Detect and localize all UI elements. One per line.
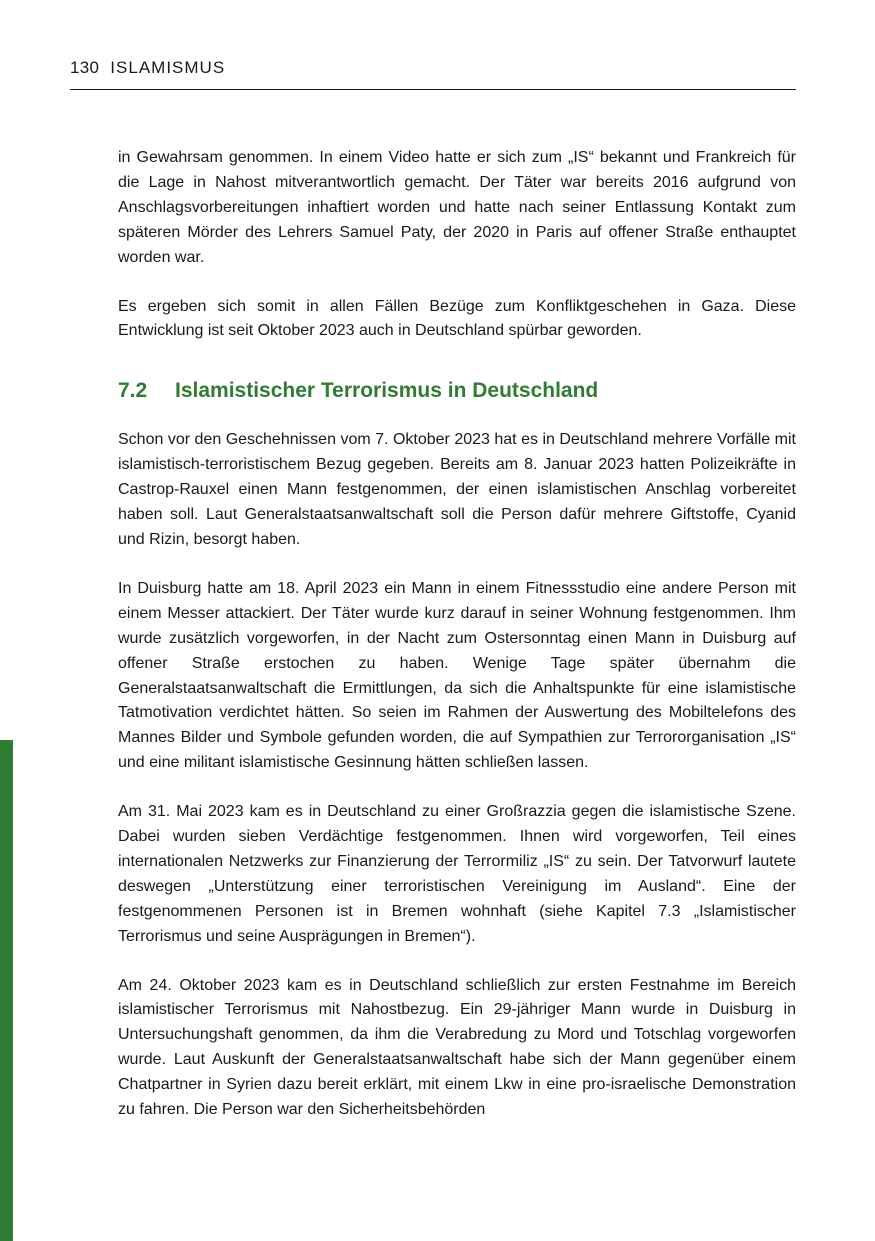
header-rule: [70, 89, 796, 90]
section-label: ISLAMISMUS: [110, 58, 226, 77]
paragraph-2: Es ergeben sich somit in allen Fällen Bezüge zum Konfliktgeschehen in Gaza. Diese Entwicklung ist seit Oktober 2023 auch in Deutschland spürbar geworden.: [118, 297, 796, 340]
section-number: 7.2: [118, 379, 148, 403]
paragraph-4: In Duisburg hatte am 18. April 2023 ein Mann in einem Fitnessstudio eine andere Person mit einem Messer attackiert. Der Täter wurde kurz darauf in seiner Wohnung festgenommen. Ihm wurde zusätzlich vorgeworfen, in der Nacht zum Ostersonntag einen Mann in Duisburg auf offener Straße erstochen zu haben. Wenige Tage später übernahm die Generalstaatsanwaltschaft die Ermittlungen, da sich die Anhaltspunkte für eine islamistische Tatmotivation verdichtet hätten. So seien im Rahmen der Auswertung des Mobiltelefons des Mannes Bilder und Symbole gefunden worden, die auf Sympathien zur Terrororganisation „IS“ und eine militant islamistische Gesinnung hätten schließen lassen.: [118, 579, 796, 772]
chapter-side-bar: [0, 740, 13, 1241]
paragraph-5: Am 31. Mai 2023 kam es in Deutschland zu einer Großrazzia gegen die islamistische Szene. Dabei wurden sieben Verdächtige festgenommen. Ihnen wird vorgeworfen, Teil eines internationalen Netzwerks zur Finanzierung der Terrormiliz „IS“ zu sein. Der Tatvorwurf lautete deswegen „Unterstützung einer terroristischen Vereinigung im Ausland“. Eine der festgenommenen Personen ist in Bremen wohnhaft (siehe Kapitel 7.3 „Islamistischer Terrorismus und seine Ausprägungen in Bremen“).: [118, 803, 796, 945]
running-header: [70, 58, 796, 78]
page-number: 130: [70, 58, 100, 77]
paragraph-6: Am 24. Oktober 2023 kam es in Deutschland schließlich zur ersten Festnahme im Bereich islamistischer Terrorismus mit Nahostbezug. Ein 29-jähriger Mann wurde in Duisburg in Untersuchungshaft genommen, da ihm die Verabredung zu Mord und Totschlag vorgeworfen wurde. Laut Auskunft der Generalstaatsanwaltschaft habe sich der Mann gegenüber einem Chatpartner in Syrien dazu bereit erklärt, mit einem Lkw in eine pro-israelische Demonstration zu fahren. Die Person war den Sicherheitsbehörden: [118, 976, 796, 1119]
section-heading: [118, 378, 796, 404]
section-title: Islamistischer Terrorismus in Deutschland: [175, 379, 599, 403]
paragraph-1: in Gewahrsam genommen. In einem Video hatte er sich zum „IS“ bekannt und Frankreich für die Lage in Nahost mitverantwortlich gemacht. Der Täter war bereits 2016 aufgrund von Anschlagsvorbereitungen inhaftiert worden und hatte nach seiner Entlassung Kontakt zum späteren Mörder des Lehrers Samuel Paty, der 2020 in Paris auf offener Straße enthauptet worden war.: [118, 149, 796, 266]
paragraph-3: Schon vor den Geschehnissen vom 7. Oktober 2023 hat es in Deutschland mehrere Vorfälle mit islamistisch-terroristischem Bezug gegeben. Bereits am 8. Januar 2023 hatten Polizeikräfte in Castrop-Rauxel einen Mann festgenommen, der einen islamistischen Anschlag vorbereitet haben soll. Laut Generalstaatsanwaltschaft soll die Person dafür mehrere Giftstoffe, Cyanid und Rizin, besorgt haben.: [118, 431, 796, 548]
page-body: [118, 146, 796, 1123]
